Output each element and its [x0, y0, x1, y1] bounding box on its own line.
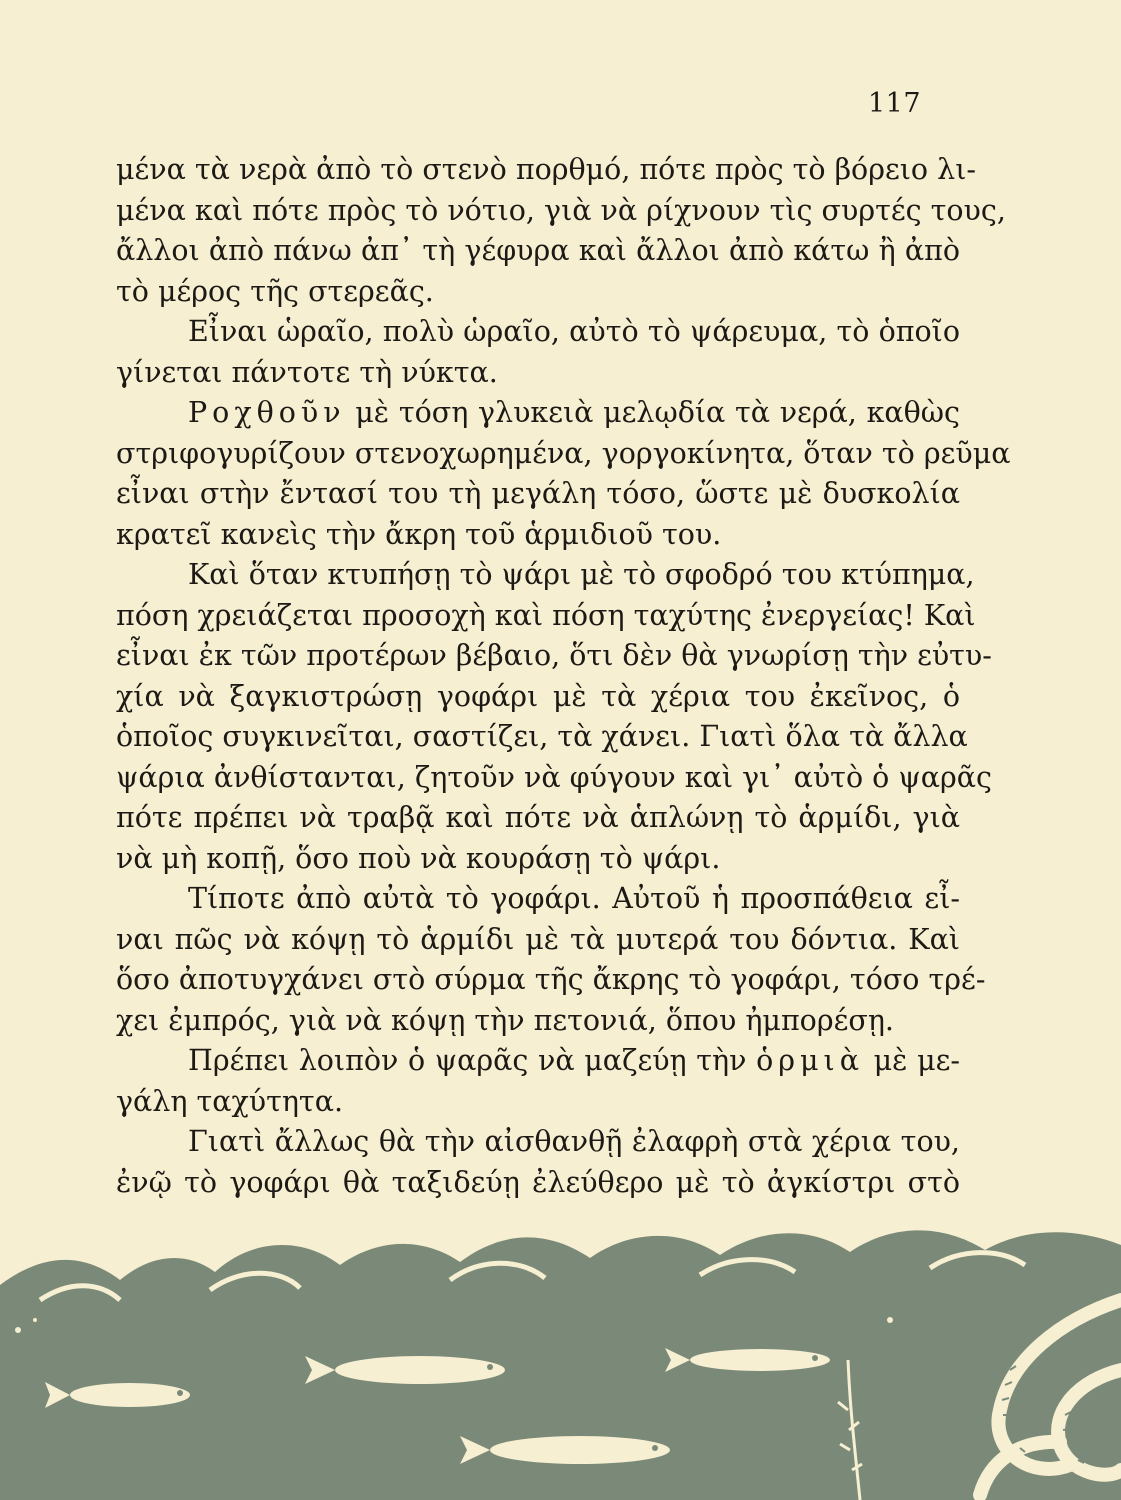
text-line: χει ἐμπρός, γιὰ νὰ κόψῃ τὴν πετονιά, ὅπου ἠμπορέσῃ.: [116, 1003, 894, 1037]
text-line: πότε πρέπει νὰ τραβᾷ καὶ πότε νὰ ἁπλώνῃ τὸ ἁρμίδι, γιὰ: [116, 801, 960, 834]
body-text: [116, 150, 1011, 1203]
text-line: κρατεῖ κανεὶς τὴν ἄκρη τοῦ ἁρμιδιοῦ του.: [116, 517, 722, 551]
text-line: μένα τὰ νερὰ ἀπὸ τὸ στενὸ πορθμό, πότε πρὸς τὸ βόρειο λι-: [116, 153, 976, 186]
text-line: Καὶ ὅταν κτυπήσῃ τὸ ψάρι μὲ τὸ σφοδρό του κτύπημα,: [188, 558, 975, 591]
text-line-lead: Πρέπει λοιπὸν ὁ ψαρᾶς νὰ μαζεύῃ τὴν: [188, 1044, 757, 1077]
text-line: στριφογυρίζουν στενοχωρημένα, γοργοκίνητα, ὅταν τὸ ρεῦμα: [116, 436, 1011, 470]
text-line: Τίποτε ἀπὸ αὐτὰ τὸ γοφάρι. Αὐτοῦ ἡ προσπάθεια εἶ-: [188, 882, 960, 915]
spaced-word: ὁρμιὰ: [756, 1044, 864, 1077]
text-line: εἶναι στὴν ἔντασί του τὴ μεγάλη τόσο, ὥστε μὲ δυσκολία: [116, 477, 960, 510]
text-line: εἶναι ἐκ τῶν προτέρων βέβαιο, ὅτι δὲν θὰ γνωρίσῃ τὴν εὐτυ-: [116, 639, 992, 672]
text-line: Γιατὶ ἄλλως θὰ τὴν αἰσθανθῇ ἐλαφρὴ στὰ χέρια του,: [188, 1125, 960, 1158]
text-line: γίνεται πάντοτε τὴ νύκτα.: [116, 355, 498, 389]
text-line: γάλη ταχύτητα.: [116, 1084, 343, 1118]
text-line: μένα καὶ πότε πρὸς τὸ νότιο, γιὰ νὰ ρίχνουν τὶς συρτές τους,: [116, 193, 1006, 227]
text-line: ὁποῖος συγκινεῖται, σαστίζει, τὰ χάνει. Γιατὶ ὅλα τὰ ἄλλα: [116, 720, 968, 753]
spaced-word: Ροχθοῦν: [188, 396, 346, 429]
text-line: ἄλλοι ἀπὸ πάνω ἀπ᾽ τὴ γέφυρα καὶ ἄλλοι ἀπὸ κάτω ἢ ἀπὸ: [116, 234, 960, 267]
text-line: ἐνῷ τὸ γοφάρι θὰ ταξιδεύῃ ἐλεύθερο μὲ τὸ ἀγκίστρι στὸ: [116, 1165, 960, 1199]
text-line: τὸ μέρος τῆς στερεᾶς.: [116, 274, 434, 308]
text-line: ὅσο ἀποτυγχάνει στὸ σύρμα τῆς ἄκρης τὸ γοφάρι, τόσο τρέ-: [116, 963, 986, 996]
text-line: ψάρια ἀνθίστανται, ζητοῦν νὰ φύγουν καὶ γι᾽ αὐτὸ ὁ ψαρᾶς: [116, 760, 992, 794]
text-line: χία νὰ ξαγκιστρώσῃ γοφάρι μὲ τὰ χέρια του ἐκεῖνος, ὁ: [116, 679, 960, 713]
text-line: νὰ μὴ κοπῇ, ὅσο ποὺ νὰ κουράσῃ τὸ ψάρι.: [116, 841, 721, 875]
text-line: Εἶναι ὡραῖο, πολὺ ὡραῖο, αὐτὸ τὸ ψάρευμα, τὸ ὁποῖο: [188, 315, 960, 348]
sea-waves-fish-octopus-illustration: [0, 1210, 1121, 1500]
text-line-rest: μὲ τόση γλυκειὰ μελῳδία τὰ νερά, καθὼς: [345, 396, 960, 429]
text-line: ναι πῶς νὰ κόψῃ τὸ ἁρμίδι μὲ τὰ μυτερά του δόντια. Καὶ: [116, 922, 960, 956]
text-line-rest: μὲ με-: [863, 1044, 960, 1077]
text-line: [116, 393, 960, 434]
page-number: 117: [868, 88, 922, 119]
text-line: πόση χρειάζεται προσοχὴ καὶ πόση ταχύτης ἐνεργείας! Καὶ: [116, 598, 976, 632]
text-line: [116, 1041, 960, 1082]
